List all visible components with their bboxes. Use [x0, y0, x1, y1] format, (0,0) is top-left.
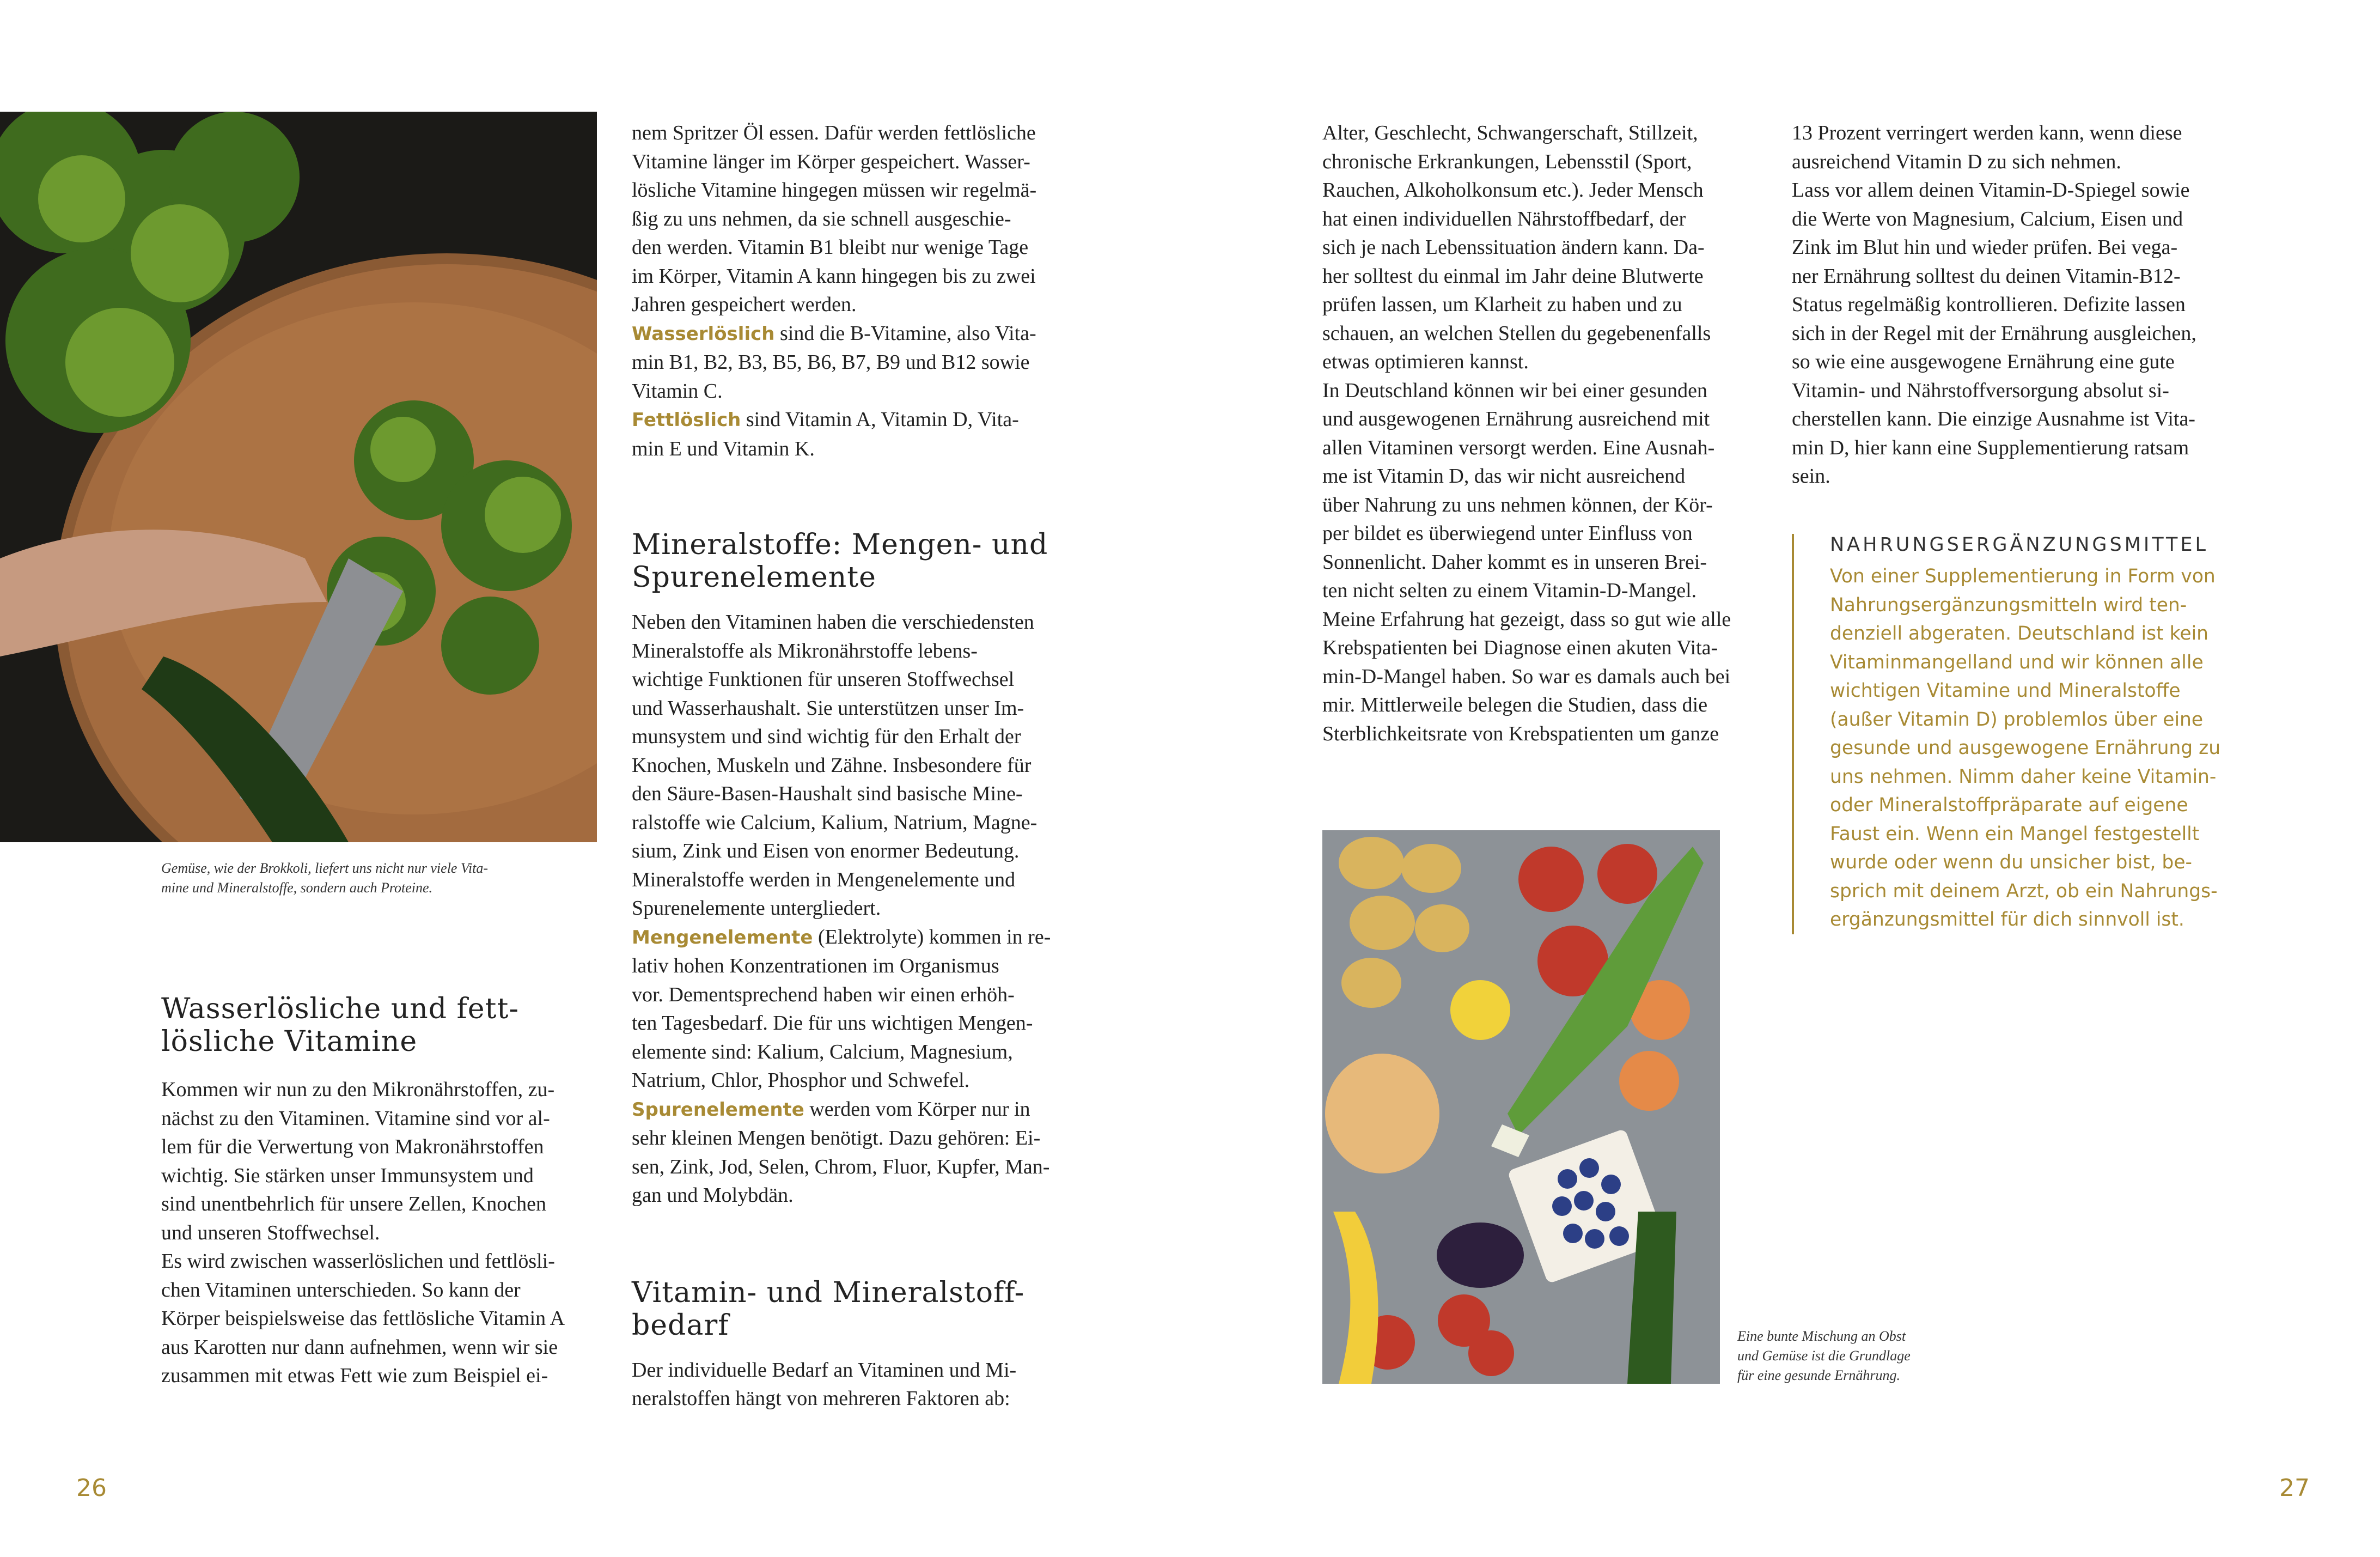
- broccoli-caption: [161, 859, 597, 898]
- heading-line: Spurenelemente: [632, 561, 876, 594]
- text-line: Rauchen, Alkoholkonsum etc.). Jeder Mensch: [1322, 179, 1704, 202]
- text-line: [632, 233, 1078, 262]
- line-text: Mineralstoffe werden in Mengenelemente und: [632, 868, 1016, 891]
- produce-illustration: [1322, 830, 1720, 1384]
- sidebar-line: oder Mineralstoffpräparate auf eigene: [1830, 794, 2188, 816]
- text-line: [632, 1066, 1078, 1095]
- line-text: Vitamine länger im Körper gespeichert. Wasser-: [632, 150, 1030, 173]
- highlight-term: Fettlöslich: [632, 409, 741, 431]
- requirements-intro: [632, 1356, 1078, 1413]
- caption-line: und Gemüse ist die Grundlage: [1737, 1348, 1911, 1364]
- text-line: ner Ernährung solltest du deinen Vitamin-B12-: [1792, 264, 2181, 288]
- section-heading-requirements: [632, 1276, 1078, 1342]
- sidebar-line: sprich mit deinem Arzt, ob ein Nahrungs-: [1830, 880, 2218, 902]
- text-line: [632, 119, 1078, 148]
- text-line: [632, 608, 1078, 665]
- text-line: und ausgewogenen Ernährung ausreichend mit: [1322, 408, 1710, 430]
- text-line: [632, 923, 1078, 952]
- text-line: [632, 837, 1078, 866]
- vitamins-continued: [632, 119, 1078, 463]
- text-line: cherstellen kann. Die einzige Ausnahme ist Vita-: [1792, 408, 2195, 430]
- text-line: me ist Vitamin D, das wir nicht ausreichend: [1322, 465, 1686, 488]
- text-line: In Deutschland können wir bei einer gesunden: [1322, 379, 1708, 402]
- text-line: Kommen wir nun zu den Mikronährstoffen, zu-: [161, 1078, 555, 1101]
- text-line: lem für die Verwertung von Makronährstoffen: [161, 1135, 544, 1158]
- sidebar-text: [1830, 562, 2287, 934]
- minerals-paragraphs: [632, 608, 1078, 1210]
- text-line: Meine Erfahrung hat gezeigt, dass so gut wie alle: [1322, 607, 1731, 631]
- line-text: sehr kleinen Mengen benötigt. Dazu gehören: Ei-: [632, 1127, 1041, 1149]
- line-text: den Säure-Basen-Haushalt sind basische Mine-: [632, 782, 1023, 805]
- line-text: Neben den Vitaminen haben die verschiedensten Mineralstoffe als Mikronährstoffe lebens-: [632, 611, 1034, 662]
- text-line: [632, 722, 1078, 751]
- vitamin-d-paragraphs: [1792, 119, 2244, 491]
- text-line: sich je nach Lebenssituation ändern kann. Da-: [1322, 236, 1705, 259]
- caption-line: Eine bunte Mischung an Obst: [1737, 1328, 1906, 1344]
- text-line: Sterblichkeitsrate von Krebspatienten um ganze: [1322, 722, 1719, 745]
- text-line: schauen, an welchen Stellen du gegebenenfalls: [1322, 321, 1711, 345]
- page-number-right: 27: [2279, 1474, 2310, 1502]
- line-text: im Körper, Vitamin A kann hingegen bis zu zwei: [632, 264, 1036, 288]
- heading-line: lösliche Vitamine: [161, 1025, 418, 1058]
- line-text: Knochen, Muskeln und Zähne. Insbesondere für: [632, 753, 1032, 777]
- text-line: Es wird zwischen wasserlöslichen und fettlösli-: [161, 1250, 555, 1273]
- line-text: Spurenelemente untergliedert.: [632, 897, 881, 920]
- line-text: Vitamin C.: [632, 379, 723, 403]
- line-text: min B1, B2, B3, B5, B6, B7, B9 und B12 sowie: [632, 351, 1030, 374]
- text-line: Lass vor allem deinen Vitamin-D-Spiegel sowie: [1792, 179, 2190, 202]
- heading-line: bedarf: [632, 1309, 729, 1342]
- text-line: [632, 808, 1078, 837]
- highlight-term: Mengenelemente: [632, 926, 813, 948]
- text-line: [632, 1181, 1078, 1210]
- text-line: Status regelmäßig kontrollieren. Defizite lassen: [1792, 293, 2186, 316]
- text-line: [632, 1009, 1078, 1038]
- text-line: [632, 319, 1078, 349]
- text-line: sich in der Regel mit der Ernährung ausgleichen,: [1792, 321, 2196, 345]
- line-text: ßig zu uns nehmen, da sie schnell ausgeschie-: [632, 207, 1011, 230]
- caption-line: mine und Mineralstoffe, sondern auch Proteine.: [161, 880, 433, 896]
- sidebar-title: NAHRUNGSERGÄNZUNGSMITTEL: [1830, 534, 2208, 556]
- text-line: [632, 205, 1078, 234]
- supplement-sidebar: [1792, 534, 2287, 934]
- line-text: ten Tagesbedarf. Die für uns wichtigen Mengen-: [632, 1012, 1033, 1035]
- sidebar-line: (außer Vitamin D) problemlos über eine: [1830, 708, 2204, 731]
- text-line: Krebspatienten bei Diagnose einen akuten Vita-: [1322, 636, 1718, 659]
- caption-line: Gemüse, wie der Brokkoli, liefert uns nicht nur viele Vita-: [161, 860, 489, 876]
- text-line: [632, 952, 1078, 981]
- text-line: [632, 981, 1078, 1009]
- line-text: elemente sind: Kalium, Calcium, Magnesium,: [632, 1040, 1013, 1063]
- line-text: sind die B-Vitamine, also Vita-: [774, 321, 1036, 345]
- highlight-term: Wasserlöslich: [632, 323, 775, 345]
- sidebar-line: Vitaminmangelland und wir können alle: [1830, 651, 2204, 673]
- section-heading-minerals: [632, 528, 1078, 594]
- line-text: den werden. Vitamin B1 bleibt nur wenige Tage: [632, 236, 1029, 259]
- text-line: hat einen individuellen Nährstoffbedarf, der: [1322, 207, 1686, 230]
- sidebar-line: Faust ein. Wenn ein Mangel festgestellt: [1830, 823, 2200, 845]
- text-line: ten nicht selten zu einem Vitamin-D-Mangel.: [1322, 579, 1697, 602]
- text-line: allen Vitaminen versorgt werden. Eine Ausnah-: [1322, 436, 1715, 459]
- text-line: prüfen lassen, um Klarheit zu haben und zu: [1322, 293, 1682, 316]
- text-line: zusammen mit etwas Fett wie zum Beispiel ei-: [161, 1364, 548, 1387]
- text-line: aus Karotten nur dann aufnehmen, wenn wir sie: [161, 1335, 558, 1359]
- text-line: 13 Prozent verringert werden kann, wenn diese: [1792, 121, 2182, 144]
- line-text: werden vom Körper nur in: [804, 1097, 1030, 1121]
- text-line: [632, 148, 1078, 177]
- text-line: so wie eine ausgewogene Ernährung eine gute: [1792, 350, 2175, 373]
- text-line: [632, 348, 1078, 377]
- text-line: [632, 262, 1078, 291]
- text-line: über Nahrung zu uns nehmen können, der Kör-: [1322, 493, 1713, 516]
- column-2: [632, 119, 1078, 1413]
- text-line: Zink im Blut hin und wieder prüfen. Bei vega-: [1792, 236, 2178, 259]
- heading-line: Vitamin- und Mineralstoff-: [632, 1276, 1025, 1309]
- text-line: [632, 894, 1078, 923]
- line-text: lativ hohen Konzentrationen im Organismus: [632, 954, 999, 977]
- text-line: mir. Mittlerweile belegen die Studien, dass die: [1322, 694, 1708, 716]
- sidebar-line: wichtigen Vitamine und Mineralstoffe: [1830, 680, 2181, 702]
- text-line: ausreichend Vitamin D zu sich nehmen.: [1792, 150, 2121, 173]
- line-text: sium, Zink und Eisen von enormer Bedeutung.: [632, 840, 1020, 862]
- text-line: chen Vitaminen unterschieden. So kann der: [161, 1278, 521, 1301]
- broccoli-illustration: [0, 112, 597, 842]
- body-paragraphs: [161, 1075, 597, 1390]
- heading-line: Wasserlösliche und fett-: [161, 993, 519, 1025]
- line-text: lösliche Vitamine hingegen müssen wir regelmä-: [632, 179, 1037, 202]
- line-text: min E und Vitamin K.: [632, 437, 815, 460]
- sidebar-line: Von einer Supplementierung in Form von: [1830, 565, 2216, 587]
- column-4: [1792, 119, 2244, 491]
- line-text: ralstoffe wie Calcium, Kalium, Natrium, Magne-: [632, 811, 1038, 834]
- text-line: [632, 290, 1078, 319]
- line-text: gan und Molybdän.: [632, 1184, 794, 1207]
- sidebar-line: ergänzungsmittel für dich sinnvoll ist.: [1830, 909, 2184, 930]
- sidebar-line: uns nehmen. Nimm daher keine Vitamin-: [1830, 765, 2217, 788]
- column-3: [1322, 119, 1774, 748]
- text-line: Der individuelle Bedarf an Vitaminen und Mi-: [632, 1358, 1017, 1382]
- text-line: [632, 1153, 1078, 1182]
- sidebar-line: wurde oder wenn du unsicher bist, be-: [1830, 852, 2193, 873]
- text-line: und unseren Stoffwechsel.: [161, 1221, 380, 1244]
- column-1: [161, 993, 597, 1390]
- requirements-continued: [1322, 119, 1774, 748]
- line-text: nem Spritzer Öl essen. Dafür werden fettlösliche: [632, 121, 1036, 144]
- produce-photo: [1322, 830, 1720, 1384]
- text-line: [632, 176, 1078, 205]
- text-line: [632, 405, 1078, 435]
- line-text: munsystem und sind wichtig für den Erhalt der: [632, 725, 1021, 748]
- text-line: nächst zu den Vitaminen. Vitamine sind vor al-: [161, 1106, 550, 1130]
- section-heading-vitamins: [161, 993, 597, 1058]
- line-text: sind Vitamin A, Vitamin D, Vita-: [741, 408, 1019, 431]
- sidebar-line: Nahrungsergänzungsmitteln wird ten-: [1830, 594, 2187, 616]
- highlight-term: Spurenelemente: [632, 1098, 804, 1121]
- produce-caption: [1737, 1327, 2010, 1385]
- text-line: sein.: [1792, 465, 1830, 488]
- text-line: [632, 1095, 1078, 1124]
- text-line: [632, 377, 1078, 406]
- broccoli-photo: [0, 112, 597, 842]
- caption-line: für eine gesunde Ernährung.: [1737, 1367, 1900, 1383]
- line-text: wichtige Funktionen für unseren Stoffwechsel: [632, 668, 1015, 691]
- line-text: und Wasserhaushalt. Sie unterstützen unser Im-: [632, 696, 1024, 720]
- text-line: die Werte von Magnesium, Calcium, Eisen und: [1792, 207, 2183, 230]
- text-line: wichtig. Sie stärken unser Immunsystem und: [161, 1164, 534, 1187]
- text-line: min-D-Mangel haben. So war es damals auch bei: [1322, 665, 1731, 688]
- text-line: [632, 694, 1078, 723]
- text-line: [632, 1124, 1078, 1153]
- line-text: sen, Zink, Jod, Selen, Chrom, Fluor, Kupfer, Man-: [632, 1155, 1050, 1178]
- line-text: Jahren gespeichert werden.: [632, 293, 857, 316]
- text-line: [632, 665, 1078, 694]
- text-line: min D, hier kann eine Supplementierung ratsam: [1792, 436, 2189, 459]
- text-line: Körper beispielsweise das fettlösliche Vitamin A: [161, 1307, 565, 1330]
- text-line: per bildet es überwiegend unter Einfluss von: [1322, 522, 1693, 545]
- text-line: [632, 435, 1078, 464]
- sidebar-line: denziell abgeraten. Deutschland ist kein: [1830, 623, 2209, 644]
- text-line: [632, 1038, 1078, 1067]
- text-line: [632, 866, 1078, 895]
- line-text: vor. Dementsprechend haben wir einen erhöh-: [632, 983, 1015, 1006]
- text-line: Vitamin- und Nährstoffversorgung absolut si-: [1792, 379, 2169, 402]
- text-line: chronische Erkrankungen, Lebensstil (Sport,: [1322, 150, 1692, 173]
- text-line: etwas optimieren kannst.: [1322, 350, 1529, 373]
- line-text: Natrium, Chlor, Phosphor und Schwefel.: [632, 1069, 970, 1092]
- text-line: Alter, Geschlecht, Schwangerschaft, Stillzeit,: [1322, 121, 1698, 144]
- heading-line: Mineralstoffe: Mengen- und: [632, 528, 1048, 561]
- sidebar-line: gesunde und ausgewogene Ernährung zu: [1830, 737, 2221, 759]
- line-text: (Elektrolyte) kommen in re-: [813, 925, 1051, 948]
- text-line: [632, 751, 1078, 780]
- page-number-left: 26: [76, 1474, 107, 1502]
- text-line: Sonnenlicht. Daher kommt es in unseren Brei-: [1322, 550, 1707, 574]
- text-line: sind unentbehrlich für unsere Zellen, Knochen: [161, 1193, 546, 1215]
- text-line: [632, 780, 1078, 808]
- text-line: neralstoffen hängt von mehreren Faktoren ab:: [632, 1387, 1010, 1410]
- text-line: her solltest du einmal im Jahr deine Blutwerte: [1322, 264, 1704, 288]
